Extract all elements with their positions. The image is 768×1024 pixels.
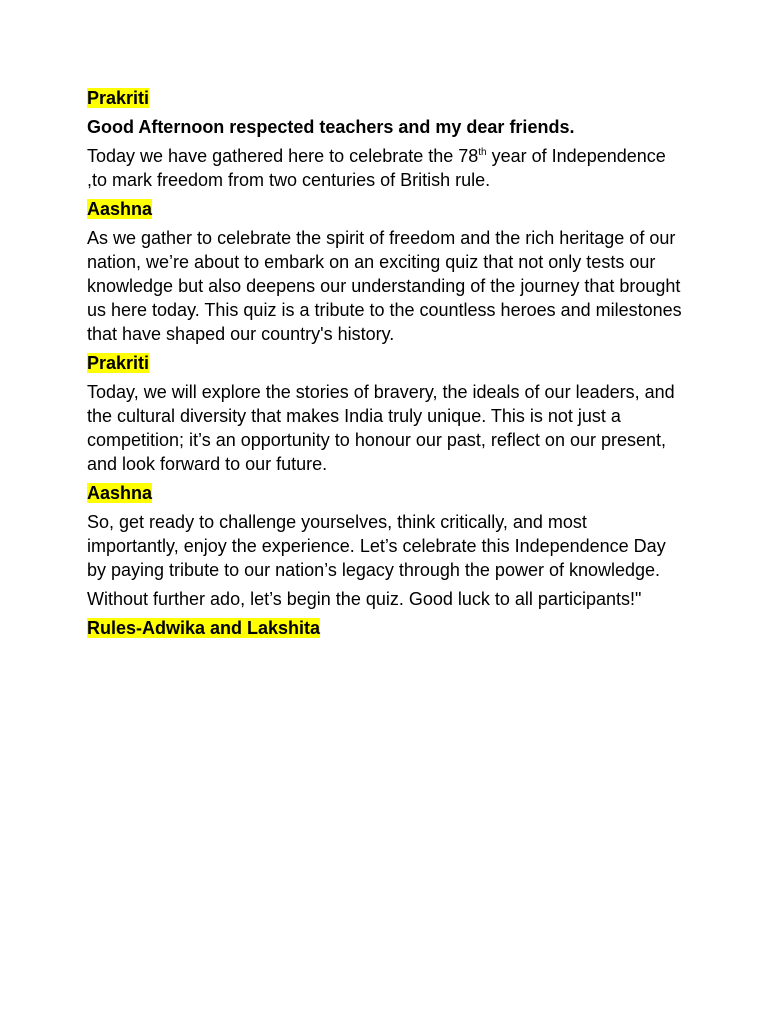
speaker-highlight: Aashna: [87, 199, 153, 219]
speaker-highlight: Aashna: [87, 483, 153, 503]
speaker-label-prakriti: [87, 86, 683, 110]
ordinal-superscript: th: [478, 147, 487, 158]
paragraph-get-ready: So, get ready to challenge yourselves, think critically, and most importantly, enjoy the experience. Let’s celebrate this Independence Day by paying tribute to our nation’s legacy through the power of knowledge.: [87, 512, 666, 580]
speaker-label-prakriti-2: [87, 351, 683, 375]
speaker-label-aashna: [87, 197, 683, 221]
intro-text-start: Today we have gathered here to celebrate the 78: [87, 146, 479, 166]
paragraph-begin-quiz: Without further ado, let’s begin the quiz. Good luck to all participants!": [87, 589, 642, 609]
rules-highlight: Rules-Adwika and Lakshita: [87, 618, 321, 638]
speaker-highlight: Prakriti: [87, 353, 150, 373]
paragraph-explore: Today, we will explore the stories of bravery, the ideals of our leaders, and the cultural diversity that makes India truly unique. This is not just a competition; it’s an opportunity to honour our past, reflect on our present, and look forward to our future.: [87, 382, 675, 474]
speaker-highlight: Prakriti: [87, 88, 150, 108]
intro-paragraph: [87, 144, 683, 192]
greeting-line: Good Afternoon respected teachers and my dear friends.: [87, 117, 575, 137]
paragraph-quiz-intro: As we gather to celebrate the spirit of freedom and the rich heritage of our nation, we’re about to embark on an exciting quiz that not only tests our knowledge but also deepens our understanding of the journey that brought us here today. This quiz is a tribute to the countless heroes and milestones that have shaped our country's history.: [87, 228, 682, 344]
document-page: [87, 86, 683, 645]
rules-heading: [87, 616, 683, 640]
speaker-label-aashna-2: [87, 481, 683, 505]
intro-text-end: year of Independence ,to mark freedom from two centuries of British rule.: [87, 146, 666, 190]
